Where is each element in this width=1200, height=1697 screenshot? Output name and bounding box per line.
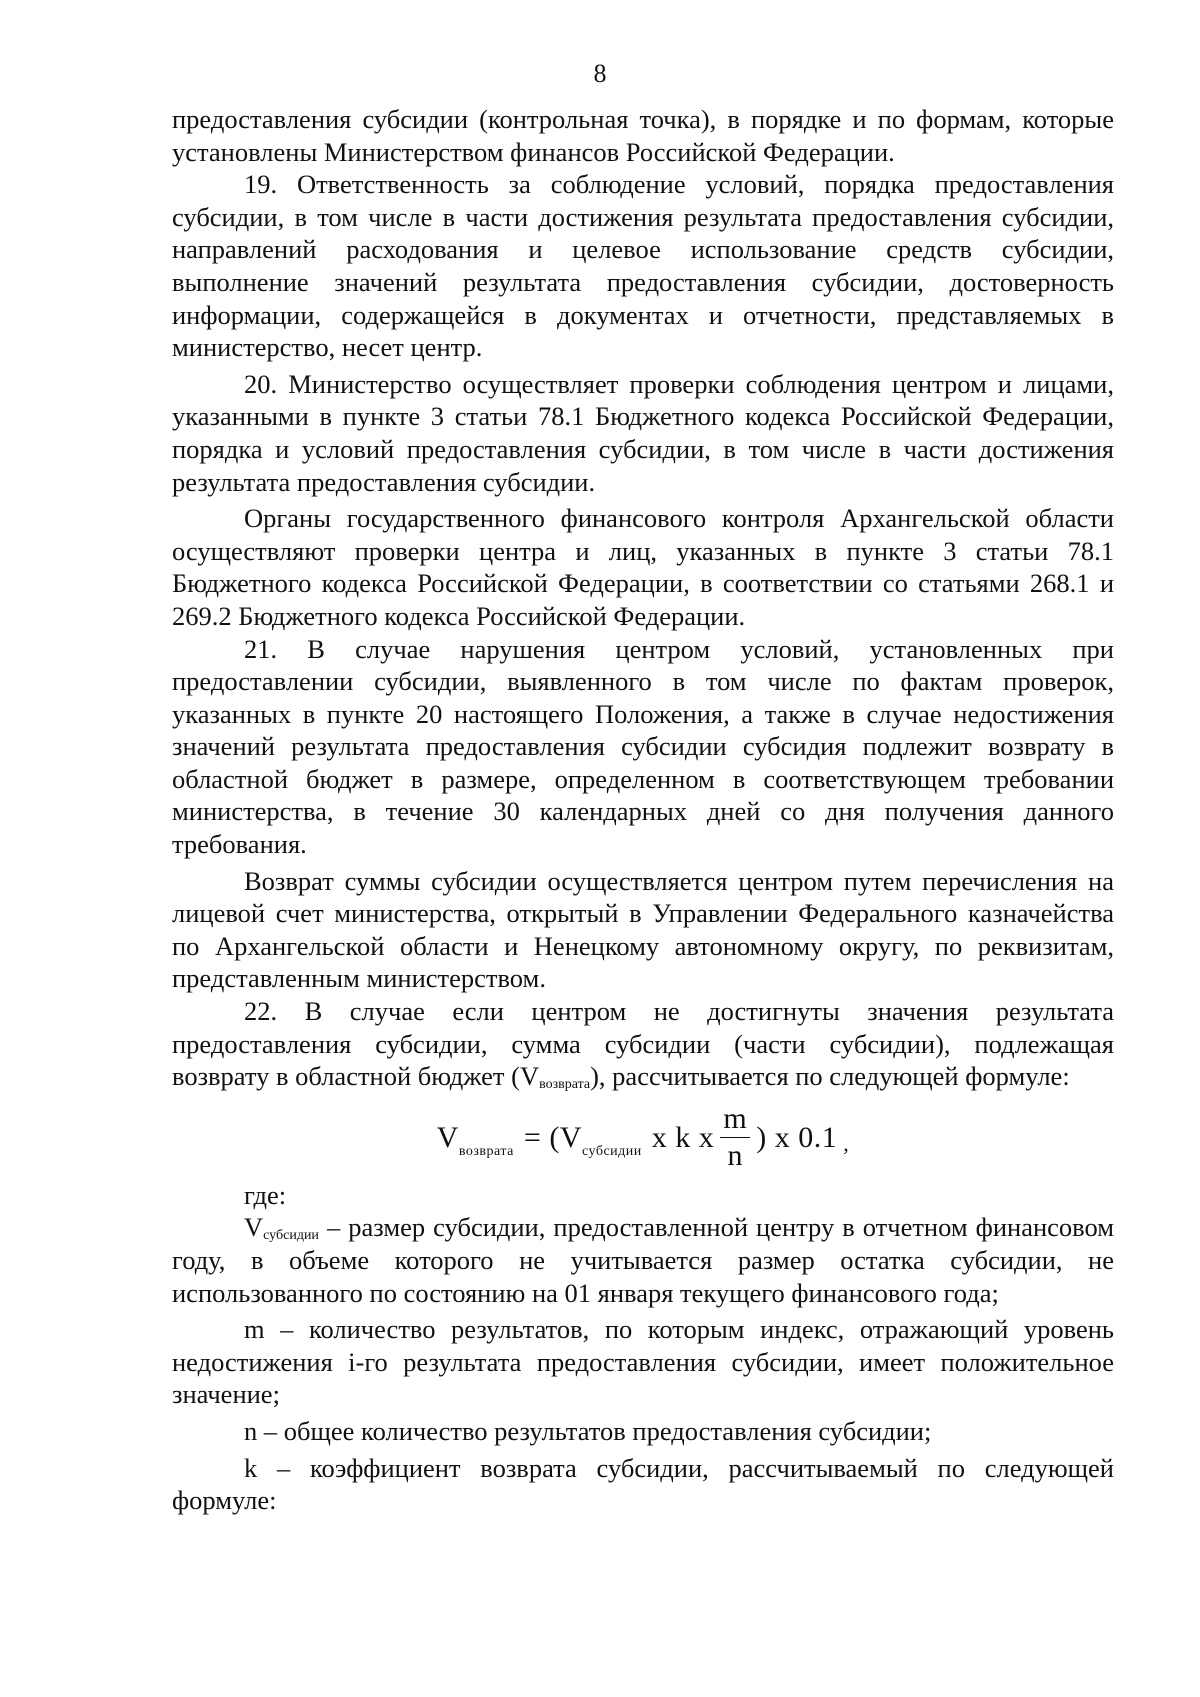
paragraph-22-subscript: возврата: [539, 1077, 591, 1093]
formula-tail: ) x 0.1: [756, 1120, 838, 1154]
definition-v-subsidy: [172, 1211, 1114, 1309]
paragraph-21-refund: Возврат суммы субсидии осуществляется центром путем перечисления на лицевой счет министерства, открытый в Управлении Федерального казначейства по Архангельской области и Ненецкому автономному округу, по реквизитам, представленным министерством.: [172, 865, 1114, 994]
paragraph-20: 20. Министерство осуществляет проверки соблюдения центром и лицами, указанными в пункте 3 статьи 78.1 Бюджетного кодекса Российской Федерации, порядка и условий предоставления субсидии, в том числе в части достижения результата предоставления субсидии.: [172, 368, 1114, 497]
formula-open: [523, 1120, 642, 1159]
paragraph-22-text-start: 22. В случае если центром не достигнуты значения результата предоставления субсидии, сумма субсидии (части субсидии), подлежащая возврату в областной бюджет (V: [172, 996, 1114, 1092]
definition-v-symbol: V: [244, 1212, 264, 1243]
paragraph-22-text-end: ), рассчитывается по следующей формуле:: [590, 1061, 1070, 1092]
formula-equals-open: = (V: [523, 1120, 582, 1154]
formula-fraction-bar: [720, 1137, 750, 1138]
definition-n: n – общее количество результатов предоставления субсидии;: [244, 1415, 932, 1446]
definition-v-subscript: субсидии: [263, 1228, 319, 1244]
paragraph-20-control-bodies: Органы государственного финансового контроля Архангельской области осуществляют проверки центра и лиц, указанных в пункте 3 статьи 78.1 Бюджетного кодекса Российской Федерации, в соответствии со статьями 268.1 и 269.2 Бюджетного кодекса Российской Федерации.: [172, 503, 1114, 631]
document-body: [172, 103, 1114, 1517]
refund-formula: [172, 1097, 1114, 1179]
formula-denominator: n: [727, 1139, 744, 1173]
formula-multiplier: x k x: [651, 1120, 715, 1154]
definition-k: k – коэффициент возврата субсидии, рассчитываемый по следующей формуле:: [172, 1452, 1114, 1516]
formula-lhs-subscript: возврата: [458, 1143, 514, 1159]
formula-fraction: [720, 1103, 750, 1172]
formula-comma: ,: [843, 1131, 850, 1157]
formula-inner-subscript: субсидии: [581, 1143, 642, 1159]
where-label: где:: [244, 1179, 287, 1210]
formula-numerator: m: [723, 1102, 748, 1136]
definition-v-text: – размер субсидии, предоставленной центру в отчетном финансовом году, в объеме которого не учитывается размер остатка субсидии, не использованного по состоянию на 01 января текущего финансового года;: [172, 1212, 1114, 1308]
page-number: 8: [593, 59, 607, 88]
paragraph-22: [172, 995, 1114, 1093]
formula-lhs: [436, 1120, 514, 1159]
paragraph-continuation: предоставления субсидии (контрольная точка), в порядке и по формам, которые установлены Министерством финансов Российской Федерации.: [172, 104, 1114, 167]
definition-m: m – количество результатов, по которым индекс, отражающий уровень недостижения i-го результата предоставления субсидии, имеет положительное значение;: [172, 1314, 1114, 1410]
paragraph-19: 19. Ответственность за соблюдение условий, порядка предоставления субсидии, в том числе в части достижения результата предоставления субсидии, направлений расходования и целевое использование средств субсидии, выполнение значений результата предоставления субсидии, достоверность информации, содержащейся в документах и отчетности, представляемых в министерство, несет центр.: [172, 169, 1114, 363]
paragraph-21: 21. В случае нарушения центром условий, установленных при предоставлении субсидии, выявленного в том числе по фактам проверок, указанных в пункте 20 настоящего Положения, а также в случае недостижения значений результата предоставления субсидии субсидия подлежит возврату в областной бюджет в размере, определенном в соответствующем требовании министерства, в течение 30 календарных дней со дня получения данного требования.: [172, 633, 1114, 860]
formula-lhs-symbol: V: [436, 1120, 459, 1154]
